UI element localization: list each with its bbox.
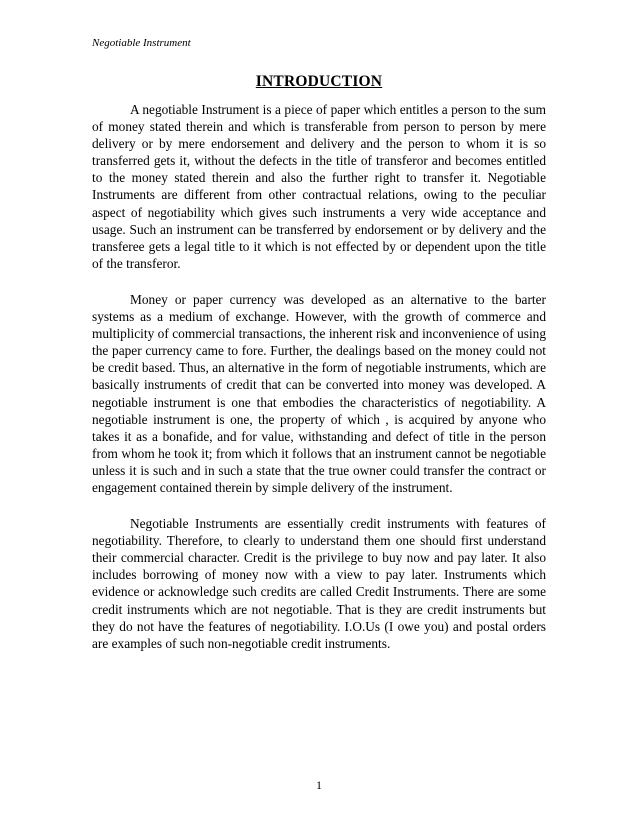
paragraph-2: Money or paper currency was developed as an alternative to the barter systems as a medium of exchange. However, with the growth of commerce and multiplicity of commercial transactions, the inherent risk and inconvenience of using the paper currency came to fore. Further, the dealings based on the money could not be credit based. Thus, an alternative in the form of negotiable instruments, which are basically instruments of credit that can be converted into money was developed. A negotiable instrument is one that embodies the characteristics of negotiability. A negotiable instrument is one, the property of which , is acquired by anyone who takes it as a bonafide, and for value, withstanding and defect of title in the person from whom he took it; from which it follows that an instrument cannot be negotiable unless it is such and in such a state that the true owner could transfer the contract or engagement contained therein by simple delivery of the instrument. (92, 291, 546, 495)
page-title: INTRODUCTION (255, 73, 383, 90)
running-header: Negotiable Instrument (92, 37, 191, 49)
paragraph-3: Negotiable Instruments are essentially credit instruments with features of negotiability. Therefore, to clearly to understand them one should first understand their commercial character. Credit is the privilege to buy now and pay later. It also includes borrowing of money now with a view to pay later. Instruments which evidence or acknowledge such credits are called Credit Instruments. There are some credit instruments which are not negotiable. That is they are credit instruments but they do not have the features of negotiability. I.O.Us (I owe you) and postal orders are examples of such non-negotiable credit instruments. (92, 516, 546, 651)
document-body (92, 101, 546, 671)
paragraph-1: A negotiable Instrument is a piece of paper which entitles a person to the sum of money stated therein and which is transferable from person to person by mere delivery or by mere endorsement and delivery and the person to whom it is so transferred gets it, without the defects in the title of transferor and becomes entitled to the money stated therein and also the further right to transfer it. Negotiable Instruments are different from other contractual relations, owing to the peculiar aspect of negotiability which gives such instruments a very wide acceptance and usage. Such an instrument can be transferred by endorsement or by delivery and the transferee gets a legal title to it which is not effected by or dependent upon the title of the transferor. (92, 102, 546, 271)
page-number: 1 (316, 778, 322, 792)
